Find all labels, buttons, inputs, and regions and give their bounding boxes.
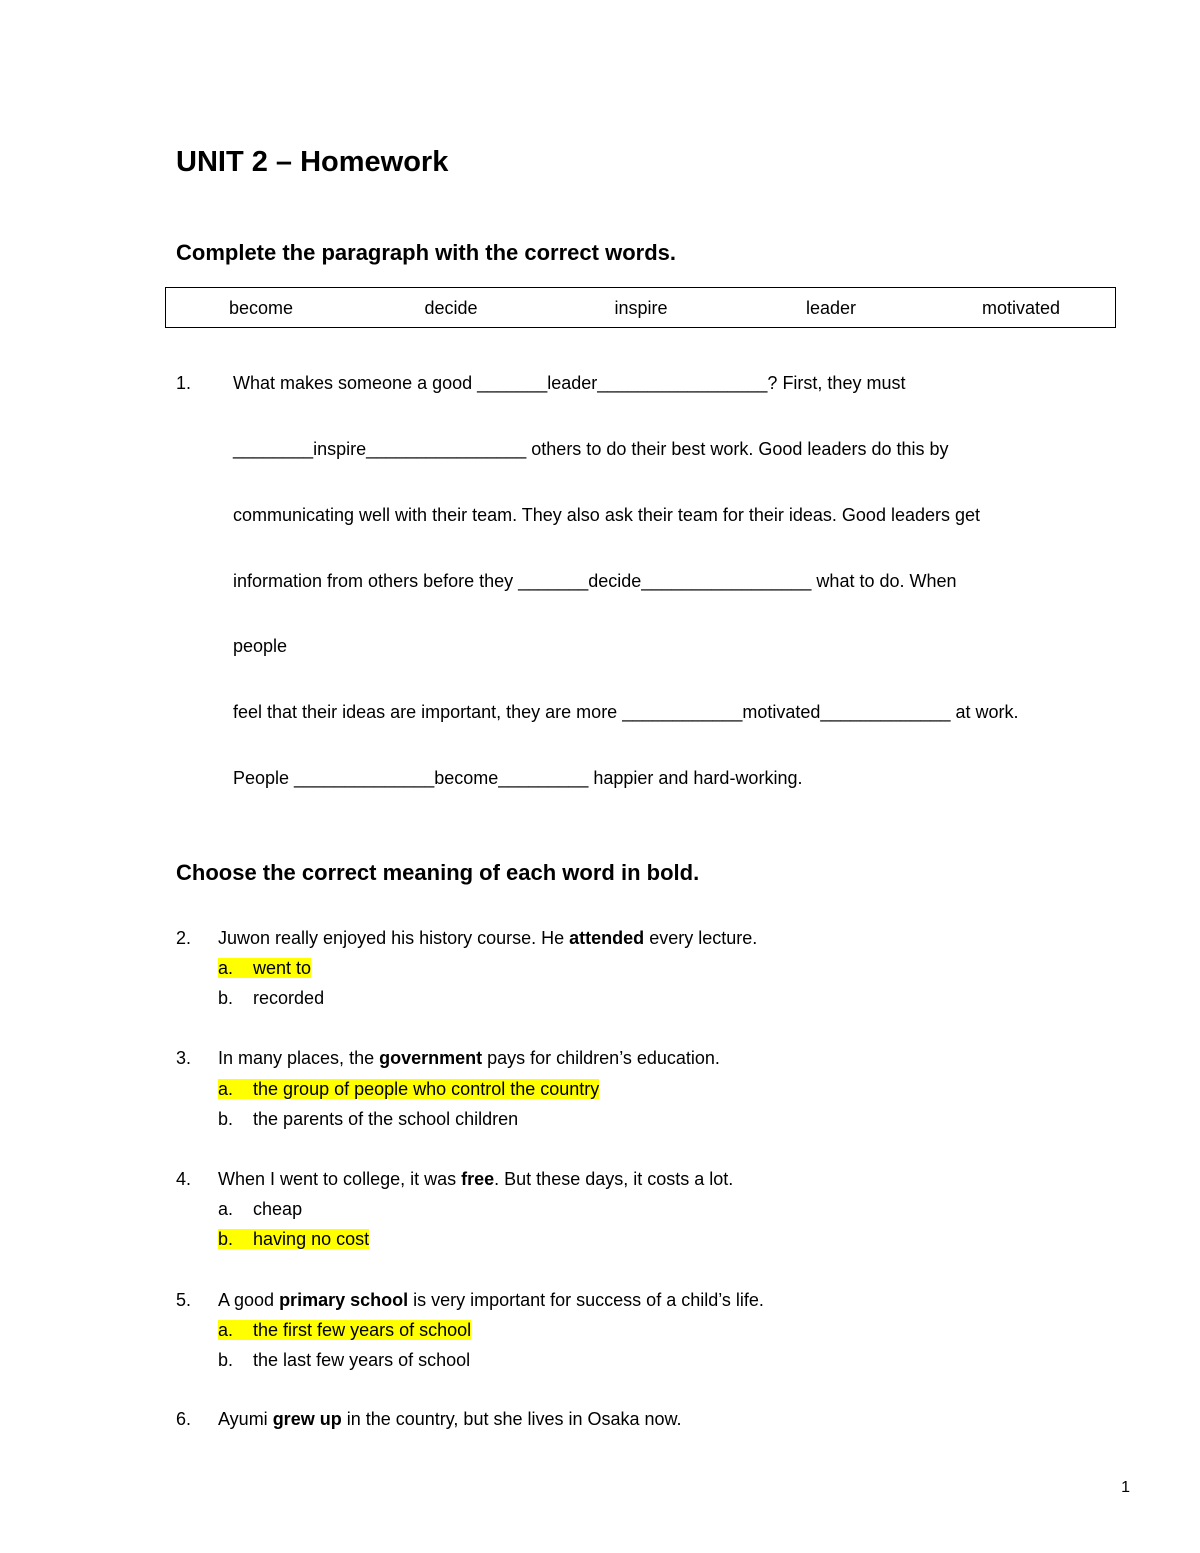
option-text: the parents of the school children	[253, 1109, 519, 1129]
question-text: When I went to college, it was free. But these days, it costs a lot.	[218, 1169, 734, 1189]
bold-term: attended	[569, 928, 645, 948]
bold-term: free	[461, 1169, 495, 1189]
word-bank-item: inspire	[614, 298, 668, 318]
paragraph-line: feel that their ideas are important, they are more ____________motivated_____________ at work.	[233, 702, 1019, 722]
answer-option	[218, 1077, 599, 1101]
option-text: went to	[253, 958, 312, 978]
option-letter: a.	[218, 1320, 234, 1340]
option-letter: b.	[218, 988, 234, 1008]
option-text: having no cost	[253, 1229, 370, 1249]
paragraph-line: information from others before they _______decide_________________ what to do. When	[233, 571, 957, 591]
section1-heading: Complete the paragraph with the correct words.	[176, 240, 676, 265]
answer-option	[218, 1318, 471, 1342]
answer-option	[218, 956, 311, 980]
option-letter: b.	[218, 1350, 234, 1370]
word-bank-item: leader	[805, 298, 857, 318]
option-text: cheap	[253, 1199, 303, 1219]
question-text: Juwon really enjoyed his history course. He attended every lecture.	[218, 928, 758, 948]
paragraph-line: People ______________become_________ happier and hard-working.	[233, 768, 803, 788]
bold-term: government	[379, 1048, 483, 1068]
option-letter: a.	[218, 1199, 234, 1219]
answer-option	[218, 986, 324, 1010]
answer-option	[218, 1348, 470, 1372]
option-text: the first few years of school	[253, 1320, 472, 1340]
option-text: the last few years of school	[253, 1350, 471, 1370]
question-number: 2.	[176, 928, 192, 948]
question-number: 6.	[176, 1409, 192, 1429]
option-letter: b.	[218, 1109, 234, 1129]
question-text: A good primary school is very important for success of a child’s life.	[218, 1290, 764, 1310]
section2-heading: Choose the correct meaning of each word in bold.	[176, 860, 700, 885]
question-text: Ayumi grew up in the country, but she lives in Osaka now.	[218, 1409, 682, 1429]
answer-option	[218, 1197, 302, 1221]
paragraph-line: people	[233, 636, 288, 656]
option-letter: a.	[218, 958, 234, 978]
word-bank-item: motivated	[981, 298, 1061, 318]
bold-term: primary school	[279, 1290, 409, 1310]
option-letter: b.	[218, 1229, 234, 1249]
page-title: UNIT 2 – Homework	[176, 146, 449, 178]
option-letter: a.	[218, 1079, 234, 1099]
word-bank-item: decide	[424, 298, 478, 318]
question-number: 4.	[176, 1169, 192, 1189]
paragraph-line: communicating well with their team. They also ask their team for their ideas. Good leaders get	[233, 505, 981, 525]
question-number: 1.	[176, 373, 192, 393]
answer-option	[218, 1227, 369, 1251]
question-number: 5.	[176, 1290, 192, 1310]
word-bank	[165, 287, 1116, 328]
option-text: the group of people who control the country	[253, 1079, 600, 1099]
answer-option	[218, 1107, 518, 1131]
paragraph-line: What makes someone a good _______leader_________________? First, they must	[233, 373, 906, 393]
question-text: In many places, the government pays for children’s education.	[218, 1048, 720, 1068]
word-bank-item: become	[228, 298, 294, 318]
question-number: 3.	[176, 1048, 192, 1068]
bold-term: grew up	[272, 1409, 342, 1429]
option-text: recorded	[253, 988, 325, 1008]
paragraph-line: ________inspire________________ others to do their best work. Good leaders do this by	[233, 439, 949, 459]
page-number: 1	[1121, 1479, 1130, 1496]
